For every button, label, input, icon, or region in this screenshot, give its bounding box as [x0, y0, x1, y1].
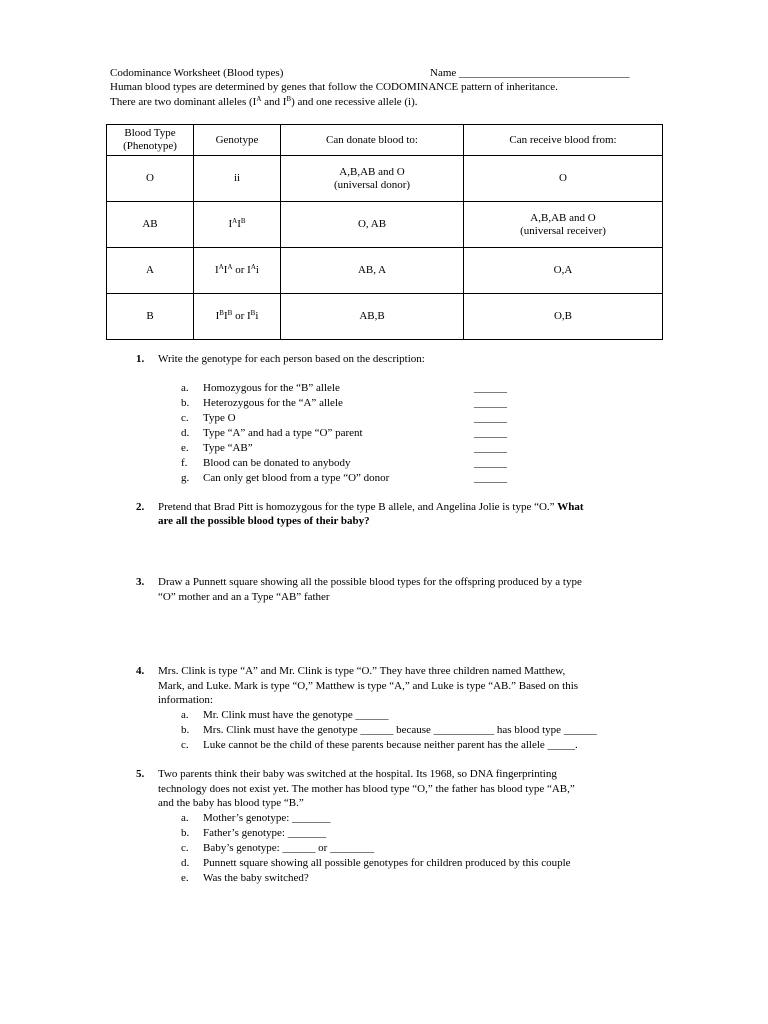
intro-line-2: There are two dominant alleles ($I^A$ and $I^B$) and one recessive allele (i).: [110, 95, 418, 108]
header-can-donate: Can donate blood to:: [281, 125, 464, 156]
q1-blank-f[interactable]: ______: [474, 457, 507, 469]
q5-item-b[interactable]: b. Father’s genotype: _______: [181, 827, 327, 839]
name-field[interactable]: [430, 66, 630, 80]
cell-genotype: $I^AI^A$ or $I^Ai$: [194, 248, 281, 294]
q2-line-1: Pretend that Brad Pitt is homozygous for the type B allele, and Angelina Jolie is type “O.” What: [158, 501, 584, 513]
q1-blank-e[interactable]: ______: [474, 442, 507, 454]
cell-type: O: [107, 156, 194, 202]
q1-item-b: b. Heterozygous for the “A” allele: [181, 397, 343, 409]
q1-blank-c[interactable]: ______: [474, 412, 507, 424]
cell-receive: A,B,AB and O (universal receiver): [464, 202, 663, 248]
q1-item-d: d. Type “A” and had a type “O” parent: [181, 427, 363, 439]
cell-genotype: ii: [194, 156, 281, 202]
q4-line-2: Mark, and Luke. Mark is type “O,” Matthew is type “A,” and Luke is type “AB.” Based on this: [158, 680, 579, 692]
name-label: Name: [430, 67, 457, 79]
q1-blank-g[interactable]: ______: [474, 472, 507, 484]
header-blood-type: Blood Type (Phenotype): [107, 125, 194, 156]
q1-item-g: g. Can only get blood from a type “O” donor: [181, 472, 390, 484]
q1-text: Write the genotype for each person based on the description:: [158, 353, 425, 365]
q1-blank-d[interactable]: ______: [474, 427, 507, 439]
cell-donate: AB, A: [281, 248, 464, 294]
q4-item-b[interactable]: b. Mrs. Clink must have the genotype ______ because ___________ has blood type ______: [181, 724, 597, 736]
q5-line-2: technology does not exist yet. The mother has blood type “O,” the father has blood type “AB,”: [158, 783, 575, 795]
table-header-row: [107, 125, 663, 156]
q1-item-a: a. Homozygous for the “B” allele: [181, 382, 340, 394]
cell-type: A: [107, 248, 194, 294]
cell-donate: A,B,AB and O (universal donor): [281, 156, 464, 202]
q2-line-2: are all the possible blood types of their baby?: [158, 515, 370, 527]
q3-line-1: Draw a Punnett square showing all the possible blood types for the offspring produced by a type: [158, 576, 582, 588]
table-row: [107, 202, 663, 248]
header-can-receive: Can receive blood from:: [464, 125, 663, 156]
table-row: [107, 294, 663, 340]
q3-number: 3.: [136, 576, 145, 588]
worksheet-title: Codominance Worksheet (Blood types): [110, 67, 284, 79]
cell-type: AB: [107, 202, 194, 248]
q5-item-d: d. Punnett square showing all possible genotypes for children produced by this couple: [181, 857, 571, 869]
q5-item-a[interactable]: a. Mother’s genotype: _______: [181, 812, 331, 824]
cell-donate: O, AB: [281, 202, 464, 248]
cell-genotype: $I^AI^B$: [194, 202, 281, 248]
q1-item-e: e. Type “AB”: [181, 442, 253, 454]
intro-line-1: Human blood types are determined by genes that follow the CODOMINANCE pattern of inheritance.: [110, 81, 558, 93]
blood-type-table: [106, 124, 663, 340]
cell-genotype: $I^BI^B$ or $I^Bi$: [194, 294, 281, 340]
header-genotype: Genotype: [194, 125, 281, 156]
q1-blank-a[interactable]: ______: [474, 382, 507, 394]
table-row: [107, 248, 663, 294]
q1-blank-b[interactable]: ______: [474, 397, 507, 409]
q1-number: 1.: [136, 353, 145, 365]
q4-item-a[interactable]: a. Mr. Clink must have the genotype ______: [181, 709, 389, 721]
q5-line-1: Two parents think their baby was switched at the hospital. Its 1968, so DNA fingerprinting: [158, 768, 557, 780]
name-blank: _______________________________: [459, 67, 630, 79]
q4-number: 4.: [136, 665, 145, 677]
q5-number: 5.: [136, 768, 145, 780]
q1-item-c: c. Type O: [181, 412, 236, 424]
q5-item-e: e. Was the baby switched?: [181, 872, 309, 884]
q5-line-3: and the baby has blood type “B.”: [158, 797, 304, 809]
cell-receive: O,A: [464, 248, 663, 294]
q2-number: 2.: [136, 501, 145, 513]
table-row: [107, 156, 663, 202]
cell-type: B: [107, 294, 194, 340]
q1-item-f: f. Blood can be donated to anybody: [181, 457, 351, 469]
cell-donate: AB,B: [281, 294, 464, 340]
q4-item-c[interactable]: c. Luke cannot be the child of these parents because neither parent has the allele _____.: [181, 739, 578, 751]
q3-line-2: “O” mother and an a Type “AB” father: [158, 591, 330, 603]
q4-line-3: information:: [158, 694, 213, 706]
q5-item-c[interactable]: c. Baby’s genotype: ______ or ________: [181, 842, 375, 854]
cell-receive: O,B: [464, 294, 663, 340]
q4-line-1: Mrs. Clink is type “A” and Mr. Clink is type “O.” They have three children named Matthew,: [158, 665, 566, 677]
cell-receive: O: [464, 156, 663, 202]
